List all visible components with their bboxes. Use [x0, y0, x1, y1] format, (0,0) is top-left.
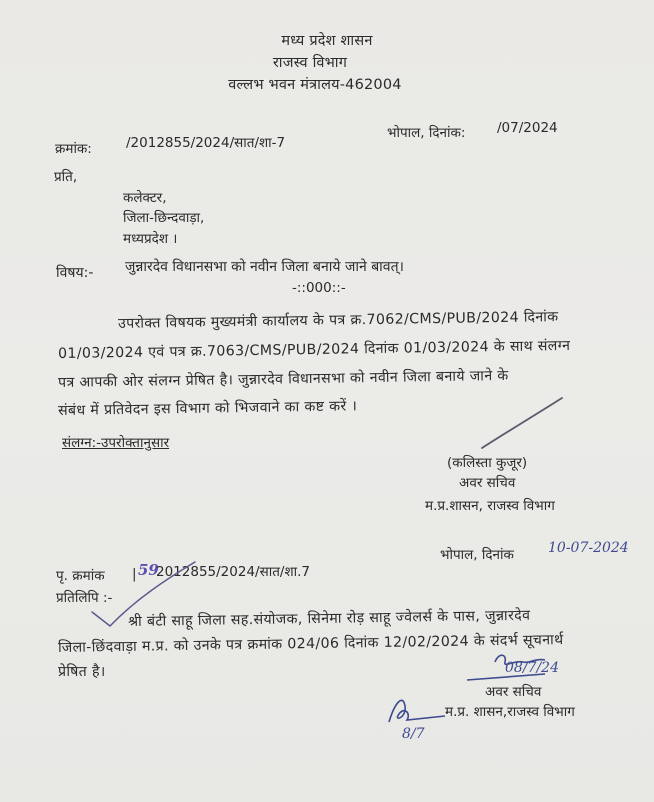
signatory-department: म.प्र.शासन, राजस्व विभाग	[425, 498, 555, 514]
reference-number: /2012855/2024/सात/शा-7	[126, 135, 286, 151]
copy-to-line-2: जिला-छिंदवाड़ा म.प्र. को उनके पत्र क्रमांक 024/06 दिनांक 12/02/2024 के संदर्भ सूचनार्थ	[57, 632, 564, 656]
copy-to-label: प्रतिलिपि :-	[56, 590, 113, 606]
reference-label: क्रमांक:	[55, 141, 92, 157]
copy-reference-separator: |	[132, 566, 137, 582]
copy-reference-handwritten-prefix: 59	[138, 561, 159, 579]
addressee-line-2: जिला-छिन्दवाड़ा,	[123, 210, 205, 226]
letterhead-address: वल्लभ भवन मंत्रालय-462004	[228, 77, 402, 93]
body-line-3: पत्र आपकी ओर संलग्न प्रेषित है। जुन्नारदेव विधानसभा को नवीन जिला बनाये जाने के	[57, 367, 509, 391]
copy-to-line-3: प्रेषित है।	[58, 664, 106, 680]
enclosure-note: संलग्न:-उपरोक्तानुसार	[62, 435, 170, 451]
copy-reference-place-date-label: भोपाल, दिनांक	[440, 547, 514, 563]
copy-to-line-1: श्री बंटी साहू जिला सह.संयोजक, सिनेमा रोड़ साहू ज्वेलर्स के पास, जुन्नारदेव	[127, 607, 531, 630]
copy-reference-handwritten-date: 10-07-2024	[548, 540, 629, 556]
signatory-name: (कलिस्ता कुजूर)	[447, 455, 528, 471]
to-label: प्रति,	[54, 169, 78, 185]
initials-handwritten-date: 8/7	[402, 726, 425, 742]
copy-reference-label: पृ. क्रमांक	[56, 568, 105, 584]
addressee-line-3: मध्यप्रदेश ।	[123, 231, 178, 247]
body-line-2: 01/03/2024 एवं पत्र क्र.7063/CMS/PUB/2024 दिनांक 01/03/2024 के साथ संलग्न	[57, 337, 571, 362]
signatory-designation: अवर सचिव	[459, 475, 516, 491]
copy-signatory-department: म.प्र. शासन,राजस्व विभाग	[445, 704, 575, 720]
subject-text: जुन्नारदेव विधानसभा को नवीन जिला बनाये जाने बावत्।	[125, 259, 404, 275]
copy-signatory-designation: अवर सचिव	[485, 684, 542, 700]
body-line-1: उपरोक्त विषयक मुख्यमंत्री कार्यालय के पत्र क्र.7062/CMS/PUB/2024 दिनांक	[117, 309, 559, 332]
subject-label: विषय:-	[56, 265, 94, 281]
addressee-line-1: कलेक्टर,	[123, 190, 167, 206]
pen-stroke-mark	[480, 390, 580, 450]
body-line-4: संबंध में प्रतिवेदन इस विभाग को भिजवाने का कष्ट करें ।	[57, 398, 358, 419]
subject-separator: -::000::-	[292, 280, 346, 296]
copy-reference-number: 2012855/2024/सात/शा.7	[156, 564, 310, 580]
reference-place-date-label: भोपाल, दिनांक:	[387, 125, 466, 141]
signature-handwritten-date: 08/7/24	[505, 660, 559, 676]
letterhead-department: राजस्व विभाग	[272, 55, 348, 71]
letterhead-government: मध्य प्रदेश शासन	[281, 33, 373, 49]
reference-date: /07/2024	[497, 120, 558, 136]
